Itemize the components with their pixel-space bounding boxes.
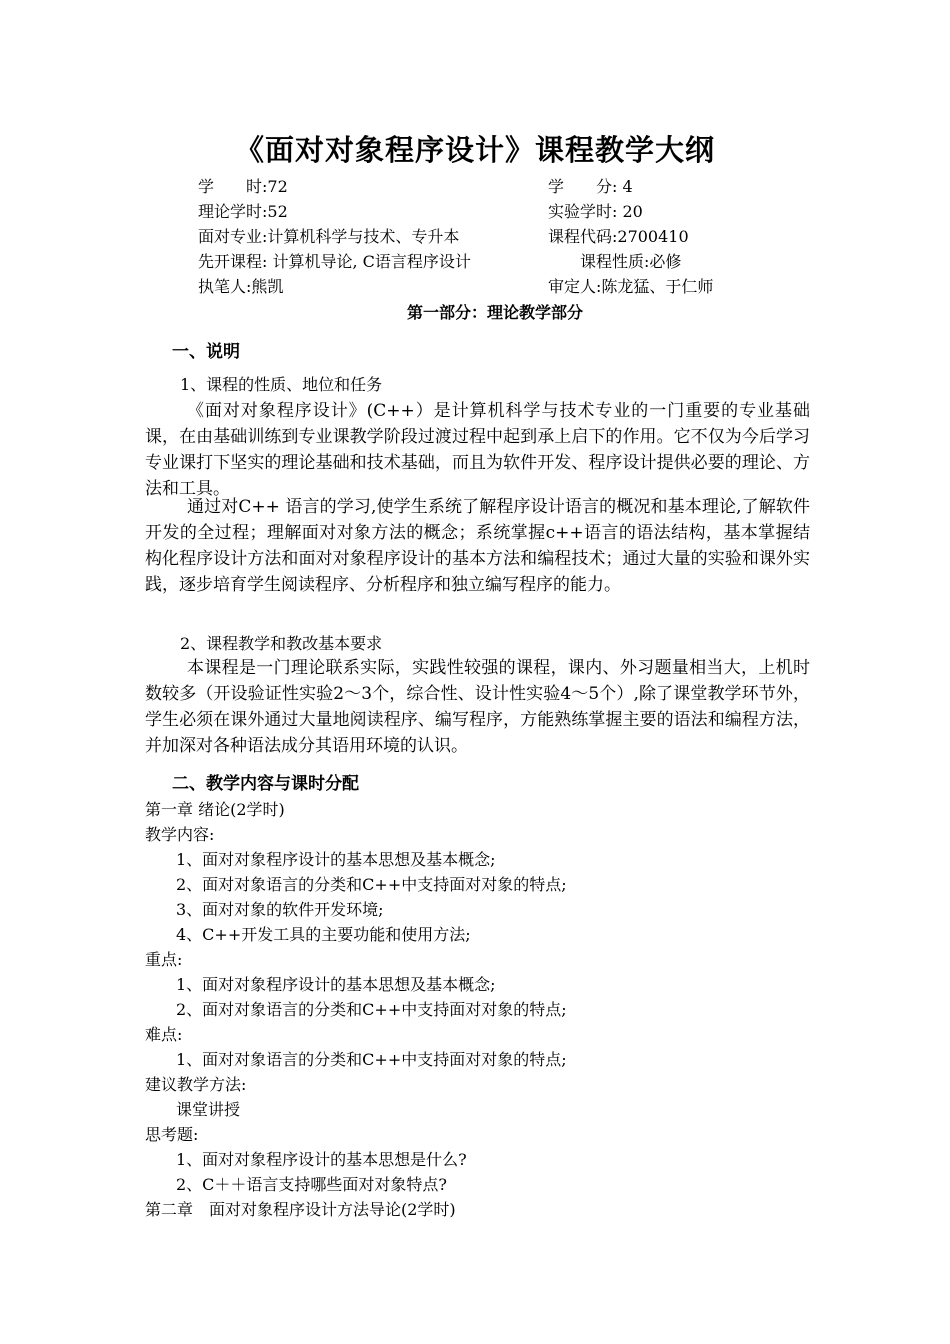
- document-title: 《面对对象程序设计》课程教学大纲: [234, 133, 715, 167]
- key-points-label: 重点:: [145, 950, 183, 969]
- paragraph-requirements: 本课程是一门理论联系实际，实践性较强的课程，课内、外习题量相当大，上机时数较多（开设验证性实验2～3个，综合性、设计性实验4～5个）,除了课堂教学环节外，学生必须在课外通过大量地阅读程序、编写程序，方能熟练掌握主要的语法和编程方法，并加深对各种语法成分其语用环境的认识。: [145, 658, 810, 756]
- list-item: 2、面对对象语言的分类和C++中支持面对对象的特点;: [176, 1000, 567, 1019]
- list-item: 3、面对对象的软件开发环境;: [176, 900, 384, 919]
- list-item: 1、面对对象程序设计的基本思想是什么?: [176, 1150, 467, 1169]
- meta-hours: 学 时:72: [198, 177, 288, 196]
- list-item: 1、面对对象语言的分类和C++中支持面对对象的特点;: [176, 1050, 567, 1069]
- meta-course-type: 课程性质:必修: [580, 252, 682, 271]
- section-heading-content: 二、教学内容与课时分配: [172, 774, 359, 794]
- meta-reviewer: 审定人:陈龙猛、于仁师: [548, 277, 714, 296]
- subheading-requirements: 2、课程教学和教改基本要求: [180, 634, 383, 653]
- meta-credits: 学 分: 4: [548, 177, 633, 196]
- list-item: 1、面对对象程序设计的基本思想及基本概念;: [176, 850, 496, 869]
- meta-theory-hours: 理论学时:52: [198, 202, 288, 221]
- method-label: 建议教学方法:: [145, 1075, 247, 1094]
- meta-lab-hours: 实验学时: 20: [548, 202, 643, 221]
- meta-prerequisites: 先开课程: 计算机导论, C语言程序设计: [198, 252, 471, 271]
- meta-major: 面对专业:计算机科学与技术、专升本: [198, 227, 460, 246]
- list-item: 1、面对对象程序设计的基本思想及基本概念;: [176, 975, 496, 994]
- method-value: 课堂讲授: [176, 1100, 241, 1119]
- subheading-nature: 1、课程的性质、地位和任务: [180, 375, 383, 394]
- meta-author: 执笔人:熊凯: [198, 277, 284, 296]
- section-heading-description: 一、说明: [172, 342, 240, 362]
- paragraph-learning-goals: 通过对C++ 语言的学习,使学生系统了解程序设计语言的概况和基本理论,了解软件开发的全过程；理解面对对象方法的概念；系统掌握c++语言的语法结构，基本掌握结构化程序设计方法和面对对象程序设计的基本方法和编程技术；通过大量的实验和课外实践，逐步培育学生阅读程序、分析程序和独立编写程序的能力。: [145, 497, 810, 595]
- difficulty-label: 难点:: [145, 1025, 183, 1044]
- chapter-one-title: 第一章 绪论(2学时): [145, 800, 285, 819]
- questions-label: 思考题:: [145, 1125, 199, 1144]
- part-one-heading: 第一部分：理论教学部分: [406, 303, 583, 322]
- list-item: 2、面对对象语言的分类和C++中支持面对对象的特点;: [176, 875, 567, 894]
- paragraph-course-nature: 《面对对象程序设计》(C++）是计算机科学与技术专业的一门重要的专业基础课，在由基础训练到专业课教学阶段过渡过程中起到承上启下的作用。它不仅为今后学习专业课打下坚实的理论基础和技术基础，而且为软件开发、程序设计提供必要的理论、方法和工具。: [145, 401, 810, 499]
- list-item: 2、C＋＋语言支持哪些面对对象特点?: [176, 1175, 448, 1194]
- list-item: 4、C++开发工具的主要功能和使用方法;: [176, 925, 471, 944]
- content-label: 教学内容:: [145, 825, 215, 844]
- chapter-two-title: 第二章 面对对象程序设计方法导论(2学时): [145, 1200, 456, 1219]
- meta-course-code: 课程代码:2700410: [548, 227, 689, 246]
